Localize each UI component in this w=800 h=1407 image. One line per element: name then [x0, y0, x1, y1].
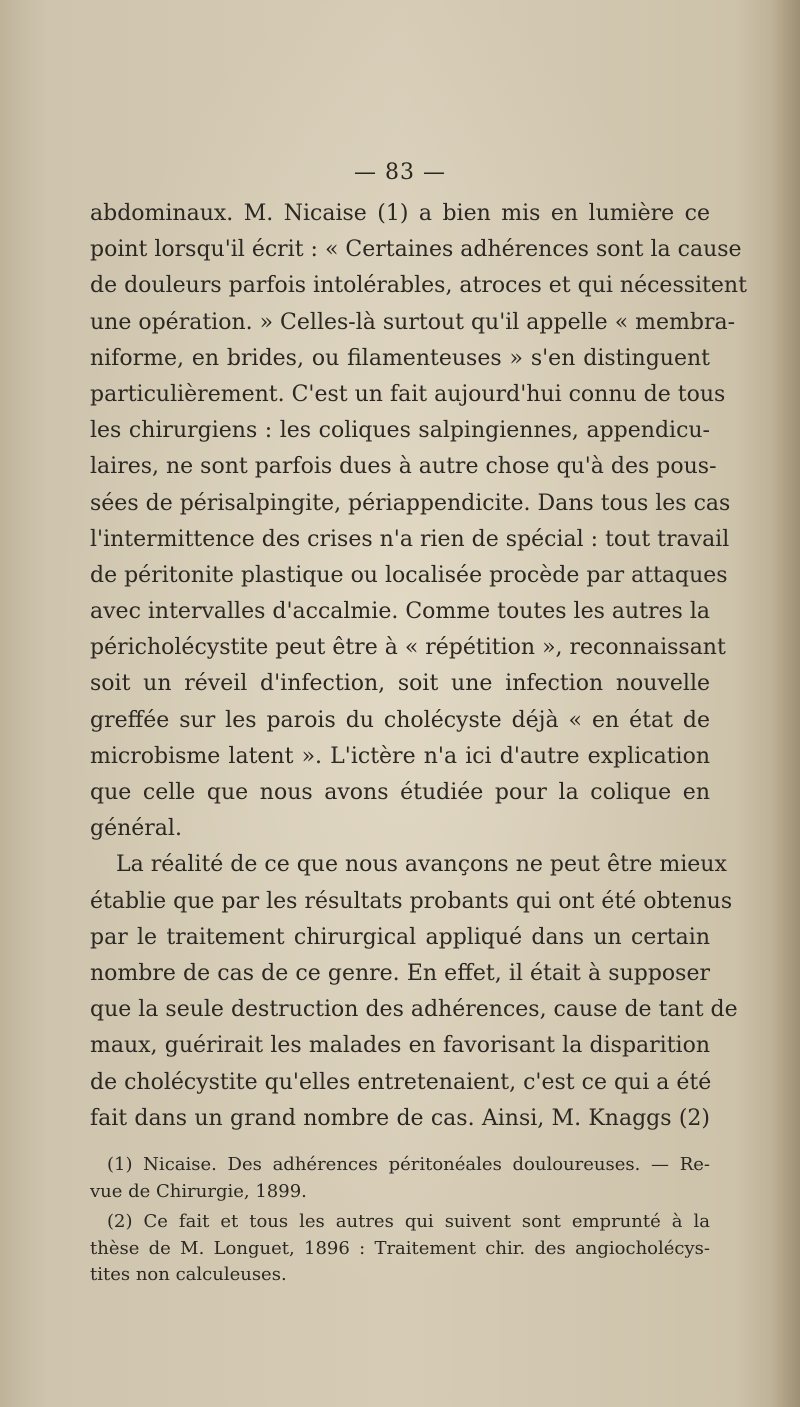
text-line: que la seule destruction des adhérences, cause de tant de	[90, 997, 738, 1023]
text-line: établie que par les résultats probants qui ont été obtenus	[90, 888, 733, 914]
text-line: nombre de cas de ce genre. En effet, il était à supposer	[90, 960, 710, 986]
text-line: avec intervalles d'accalmie. Comme toutes les autres la	[90, 599, 710, 625]
text-line: La réalité de ce que nous avançons ne peut être mieux	[116, 852, 727, 878]
footnote-2-line: tites non calculeuses.	[90, 1264, 287, 1285]
text-line: niforme, en brides, ou filamenteuses » s'en distinguent	[90, 345, 710, 371]
text-line: de péritonite plastique ou localisée procède par attaques	[90, 562, 728, 588]
footnotes	[90, 1152, 710, 1289]
text-line: que celle que nous avons étudiée pour la colique en	[90, 780, 710, 805]
body-text	[90, 196, 747, 1137]
text-line: l'intermittence des crises n'a rien de spécial : tout travail	[90, 526, 730, 552]
text-line: greffée sur les parois du cholécyste déjà « en état de	[90, 707, 710, 733]
footnote-1-line: vue de Chirurgie, 1899.	[90, 1180, 307, 1202]
text-line: général.	[90, 816, 182, 842]
text-line: soit un réveil d'infection, soit une infection nouvelle	[90, 671, 710, 697]
text-line: sées de périsalpingite, périappendicite. Dans tous les cas	[90, 490, 731, 516]
text-line: maux, guérirait les malades en favorisant la disparition	[90, 1033, 710, 1059]
text-line: de cholécystite qu'elles entretenaient, c'est ce qui a été	[90, 1069, 712, 1095]
text-line: point lorsqu'il écrit : « Certaines adhérences sont la cause	[90, 237, 742, 263]
text-line: une opération. » Celles-là surtout qu'il appelle « membra-	[90, 309, 736, 335]
text-line: laires, ne sont parfois dues à autre chose qu'à des pous-	[90, 454, 717, 480]
text-line: péricholécystite peut être à « répétition », reconnaissant	[90, 635, 726, 661]
text-line: particulièrement. C'est un fait aujourd'hui connu de tous	[90, 381, 726, 407]
text-line: de douleurs parfois intolérables, atroces et qui nécessitent	[90, 273, 747, 299]
footnote-2-line: thèse de M. Longuet, 1896 : Traitement chir. des angiocholécys-	[90, 1237, 710, 1259]
text-line: par le traitement chirurgical appliqué dans un certain	[90, 924, 710, 950]
footnote-1-line: (1) Nicaise. Des adhérences péritonéales douloureuses. — Re-	[107, 1154, 710, 1175]
text-line: fait dans un grand nombre de cas. Ainsi, M. Knaggs (2)	[90, 1105, 710, 1131]
text-line: les chirurgiens : les coliques salpingiennes, appendicu-	[90, 418, 710, 444]
footnote-2-line: (2) Ce fait et tous les autres qui suivent sont emprunté à la	[107, 1211, 710, 1232]
text-line: abdominaux. M. Nicaise (1) a bien mis en lumière ce	[90, 201, 710, 226]
page-number: — 83 —	[354, 160, 446, 185]
text-line: microbisme latent ». L'ictère n'a ici d'autre explication	[90, 743, 710, 769]
